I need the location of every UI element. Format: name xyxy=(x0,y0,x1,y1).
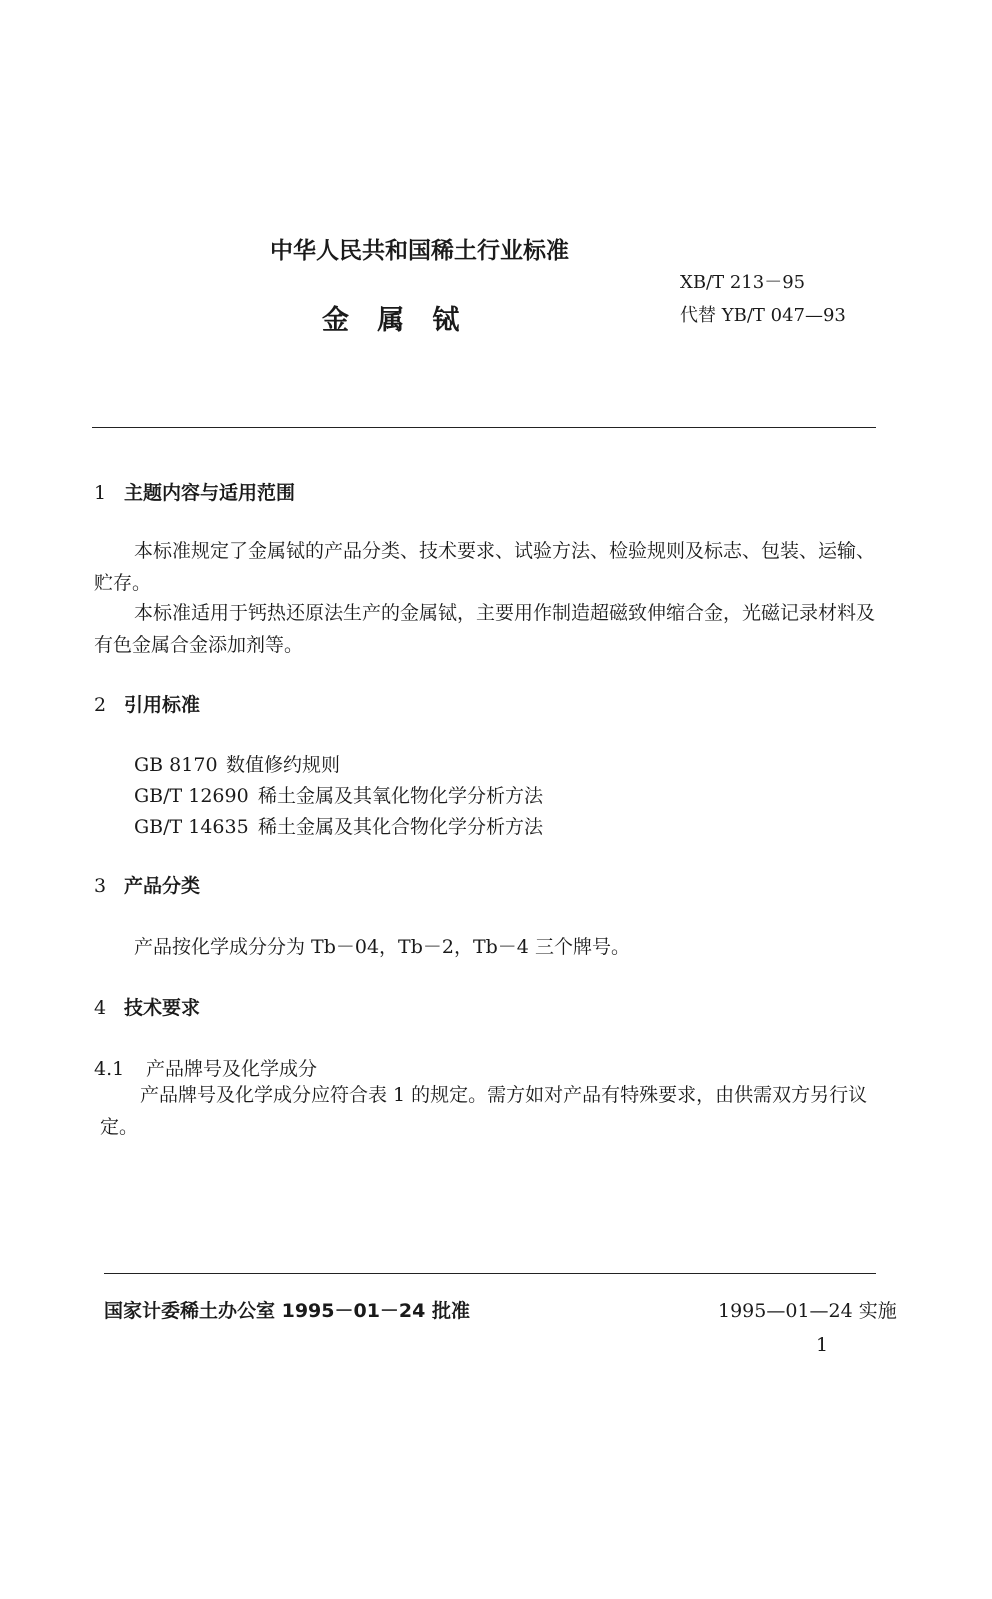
subsection-4-1-heading xyxy=(94,1054,317,1081)
reference-code: GB 8170 xyxy=(134,754,218,776)
section-1-paragraph-2: 本标准适用于钙热还原法生产的金属铽，主要用作制造超磁致伸缩合金，光磁记录材料及有色金属合金添加剂等。 xyxy=(94,602,876,656)
reference-code: GB/T 12690 xyxy=(134,785,249,807)
reference-title: 数值修约规则 xyxy=(226,754,341,776)
section-number: 4 xyxy=(94,997,107,1019)
reference-title: 稀土金属及其氧化物化学分析方法 xyxy=(258,785,544,807)
section-number: 1 xyxy=(94,482,107,504)
reference-code: GB/T 14635 xyxy=(134,816,249,838)
reference-title: 稀土金属及其化合物化学分析方法 xyxy=(258,816,544,838)
section-2-heading xyxy=(94,690,200,717)
section-title: 引用标准 xyxy=(124,694,201,716)
header-rule xyxy=(92,427,876,428)
section-title: 主题内容与适用范围 xyxy=(124,482,296,504)
section-1-paragraph-1: 本标准规定了金属铽的产品分类、技术要求、试验方法、检验规则及标志、包装、运输、贮存。 xyxy=(94,540,876,594)
footer-rule xyxy=(104,1273,876,1274)
section-title: 技术要求 xyxy=(124,997,201,1019)
page-number: 1 xyxy=(816,1334,829,1356)
standard-number: XB/T 213－95 xyxy=(680,272,806,293)
section-title: 产品分类 xyxy=(124,875,201,897)
subsection-4-1-paragraph: 产品牌号及化学成分应符合表 1 的规定。需方如对产品有特殊要求，由供需双方另行议定。 xyxy=(100,1084,868,1138)
replaces-standard: 代替 YB/T 047—93 xyxy=(680,305,846,326)
section-3-heading xyxy=(94,871,200,898)
reference-item xyxy=(134,781,543,808)
section-3-paragraph: 产品按化学成分分为 Tb－04，Tb－2，Tb－4 三个牌号。 xyxy=(134,936,630,958)
subsection-number: 4.1 xyxy=(94,1058,125,1080)
section-4-heading xyxy=(94,993,200,1020)
section-number: 3 xyxy=(94,875,107,897)
org-title: 中华人民共和国稀土行业标准 xyxy=(270,238,569,264)
reference-item xyxy=(134,812,543,839)
section-1-heading xyxy=(94,478,295,505)
implementation-date: 1995—01—24 实施 xyxy=(718,1300,897,1322)
approval-line: 国家计委稀土办公室 1995－01－24 批准 xyxy=(104,1300,470,1322)
subsection-title: 产品牌号及化学成分 xyxy=(146,1058,318,1080)
document-title: 金 属 铽 xyxy=(322,305,460,336)
reference-item xyxy=(134,750,340,777)
section-number: 2 xyxy=(94,694,107,716)
